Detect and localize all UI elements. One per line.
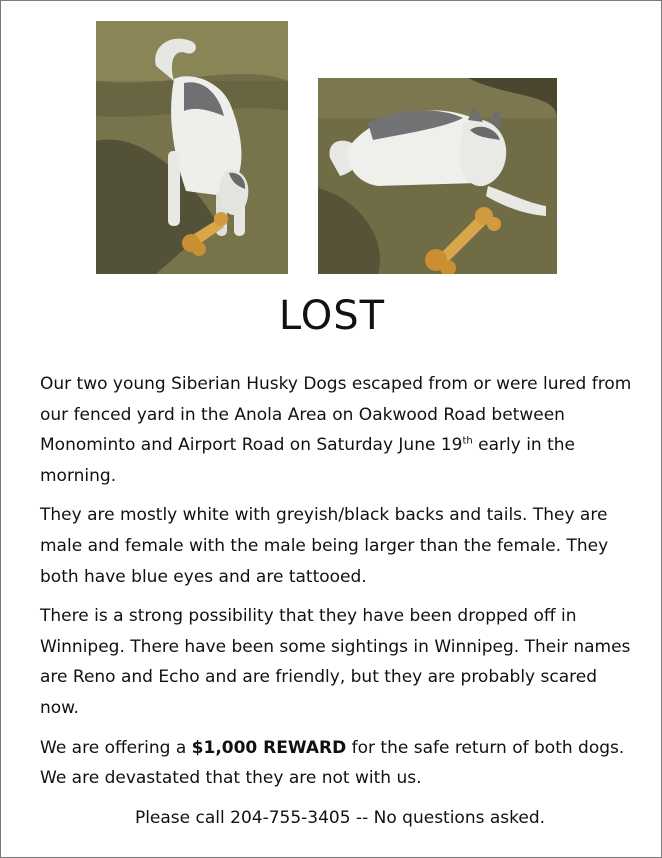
husky-lying-photo xyxy=(318,78,557,274)
paragraph-description: They are mostly white with greyish/black backs and tails. They are male and female with the male being larger than the female. They both have blue eyes and are tattooed. xyxy=(40,505,609,587)
husky-standing-photo xyxy=(96,21,288,274)
paragraph-reward xyxy=(40,733,640,794)
paragraph-sightings: There is a strong possibility that they have been dropped off in Winnipeg. There have been some sightings in Winnipeg. Their names are Reno and Echo and are friendly, but they are probably scared now. xyxy=(40,606,631,718)
escape-text: Our two young Siberian Husky Dogs escaped from or were lured from our fenced yard in the Anola Area on Oakwood Road between Monominto and Airport Road on Saturday June 19 xyxy=(40,374,632,456)
reward-text-end: for the safe return of both dogs. We are devastated that they are not with us. xyxy=(40,737,625,789)
husky-standing-illustration xyxy=(96,21,288,274)
date-ordinal: th xyxy=(462,435,473,447)
escape-text-end: early in the morning. xyxy=(40,435,575,486)
contact-line: Please call 204-755-3405 -- No questions asked. xyxy=(134,807,546,828)
reward-text-start: We are offering a xyxy=(40,737,192,758)
reward-amount: $1,000 REWARD xyxy=(191,737,347,758)
page-title: LOST xyxy=(278,293,386,339)
flyer-body xyxy=(40,369,640,842)
paragraph-escape xyxy=(40,369,640,491)
husky-lying-illustration xyxy=(318,78,557,274)
